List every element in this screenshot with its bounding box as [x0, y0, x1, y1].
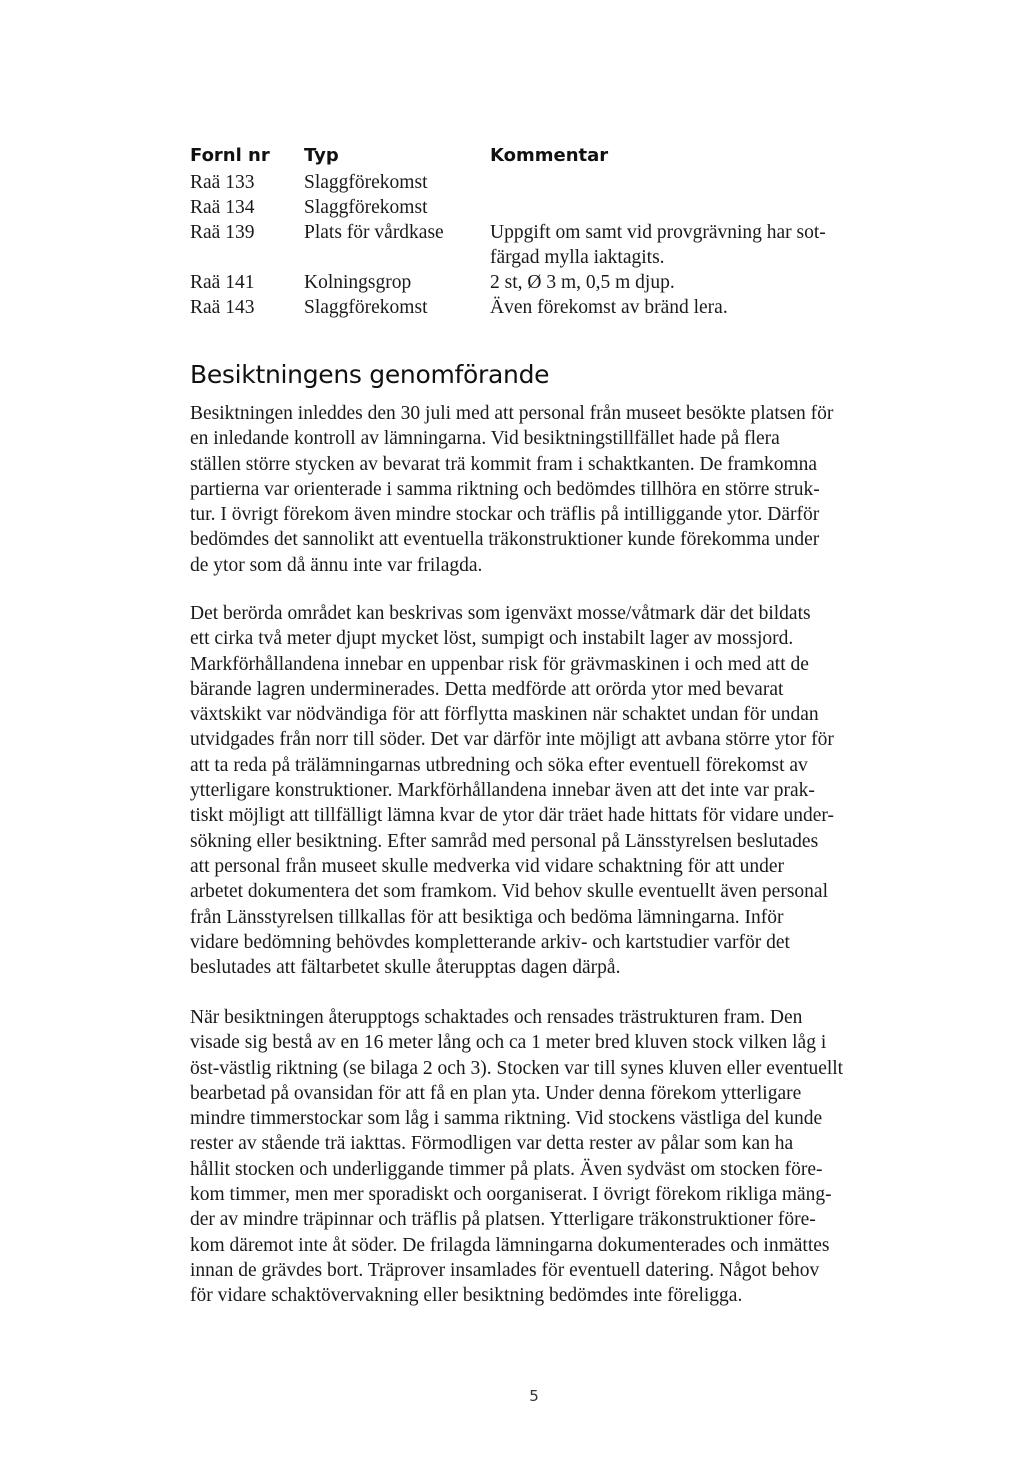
paragraph-line: Markförhållandena innebar en uppenbar risk för grävmaskinen i och med att de [190, 653, 809, 675]
cell-kommentar-line1: Uppgift om samt vid provgrävning har sot- [490, 222, 826, 243]
paragraph-line: partierna var orienterade i samma riktning och bedömdes tillhöra en större struk- [190, 478, 820, 500]
table-row [190, 270, 890, 295]
cell-typ: Plats för vårdkase [304, 222, 444, 243]
table-row [190, 170, 890, 195]
cell-nr: Raä 134 [190, 197, 255, 218]
cell-typ: Kolningsgrop [304, 272, 412, 293]
paragraph-line: bedömdes det sannolikt att eventuella träkonstruktioner kunde förekomma under [190, 529, 820, 551]
paragraph-line: sökning eller besiktning. Efter samråd med personal på Länsstyrelsen beslutades [190, 830, 819, 852]
paragraph-line: Det berörda området kan beskrivas som igenväxt mosse/våtmark där det bildats [190, 603, 811, 624]
paragraph-line: vidare bedömning behövdes kompletterande arkiv- och kartstudier varför det [190, 931, 790, 953]
table-row [190, 220, 890, 270]
cell-typ: Slaggförekomst [304, 297, 428, 318]
paragraph-line: kom timmer, men mer sporadiskt och oorganiserat. I övrigt förekom rikliga mäng- [190, 1184, 832, 1206]
page-number: 5 [529, 1387, 539, 1405]
paragraph-line: arbetet dokumentera det som framkom. Vid behov skulle eventuellt även personal [190, 881, 828, 903]
paragraph-line: utvidgades från norr till söder. Det var därför inte möjligt att avbana större ytor för [190, 729, 834, 751]
paragraph-line: från Länsstyrelsen tillkallas för att besiktiga och bedöma lämningarna. Inför [190, 906, 784, 928]
paragraph-line: att personal från museet skulle medverka vid vidare schaktning för att under [190, 855, 785, 877]
paragraph-line: bearbetad på ovansidan för att få en plan yta. Under denna förekom ytterligare [190, 1082, 802, 1104]
header-fornl-nr: Fornl nr [190, 145, 270, 166]
paragraph-line: för vidare schaktövervakning eller besiktning bedömdes inte föreligga. [190, 1285, 743, 1307]
paragraph-line: ett cirka två meter djupt mycket löst, sumpigt och instabilt lager av mossjord. [190, 628, 794, 650]
cell-nr: Raä 143 [190, 297, 255, 318]
cell-kommentar: 2 st, Ø 3 m, 0,5 m djup. [490, 272, 675, 293]
paragraph-line: der av mindre träpinnar och träflis på platsen. Ytterligare träkonstruktioner före- [190, 1209, 816, 1231]
paragraph-line: beslutades att fältarbetet skulle återupptas dagen därpå. [190, 957, 621, 979]
paragraph-line: bärande lagren underminerades. Detta medförde att orörda ytor med bevarat [190, 678, 784, 700]
paragraph-line: tur. I övrigt förekom även mindre stockar och träflis på intilliggande ytor. Därför [190, 504, 820, 526]
paragraph-line: att ta reda på trälämningarnas utbredning och söka efter eventuell förekomst av [190, 754, 808, 776]
paragraph-line: en inledande kontroll av lämningarna. Vid besiktningstillfället hade på flera [190, 428, 780, 450]
monument-table [190, 142, 890, 318]
paragraph-line: hållit stocken och underliggande timmer på plats. Även sydväst om stocken före- [190, 1158, 823, 1180]
paragraph-line: växtskikt var nödvändiga för att förflytta maskinen när schaktet undan för undan [190, 704, 819, 726]
paragraph-line: öst-västlig riktning (se bilaga 2 och 3). Stocken var till synes kluven eller eventuellt [190, 1057, 844, 1079]
table-header [190, 142, 890, 170]
cell-kommentar: Även förekomst av bränd lera. [490, 297, 728, 318]
cell-nr: Raä 133 [190, 172, 255, 193]
paragraph-line: visade sig bestå av en 16 meter lång och ca 1 meter bred kluven stock vilken låg i [190, 1032, 827, 1054]
paragraph-1 [190, 401, 898, 578]
paragraph-line: ställen större stycken av bevarat trä kommit fram i schaktkanten. De framkomna [190, 453, 818, 475]
paragraph-line: rester av stående trä iakttas. Förmodligen var detta rester av pålar som kan ha [190, 1133, 794, 1155]
section-heading: Besiktningens genomförande [190, 360, 550, 389]
paragraph-2 [190, 601, 898, 980]
paragraph-3 [190, 1005, 898, 1309]
header-kommentar: Kommentar [490, 145, 609, 166]
header-typ: Typ [304, 145, 339, 166]
paragraph-line: När besiktningen återupptogs schaktades och rensades trästrukturen fram. Den [190, 1007, 803, 1028]
table-row [190, 295, 890, 320]
paragraph-line: mindre timmerstockar som låg i samma riktning. Vid stockens västliga del kunde [190, 1108, 823, 1130]
table-row [190, 195, 890, 220]
paragraph-line: de ytor som då ännu inte var frilagda. [190, 554, 483, 576]
cell-typ: Slaggförekomst [304, 172, 428, 193]
cell-nr: Raä 139 [190, 222, 255, 243]
paragraph-line: innan de grävdes bort. Träprover insamlades för eventuell datering. Något behov [190, 1259, 820, 1281]
cell-nr: Raä 141 [190, 272, 255, 293]
paragraph-line: ytterligare konstruktioner. Markförhållandena innebar även att det inte var prak- [190, 780, 815, 802]
paragraph-line: tiskt möjligt att tillfälligt lämna kvar de ytor där träet hade hittats för vidare under- [190, 805, 834, 827]
paragraph-line: kom däremot inte åt söder. De frilagda lämningarna dokumenterades och inmättes [190, 1234, 830, 1256]
cell-kommentar-line2: färgad mylla iaktagits. [490, 247, 665, 268]
cell-typ: Slaggförekomst [304, 197, 428, 218]
paragraph-line: Besiktningen inleddes den 30 juli med att personal från museet besökte platsen för [190, 403, 834, 424]
